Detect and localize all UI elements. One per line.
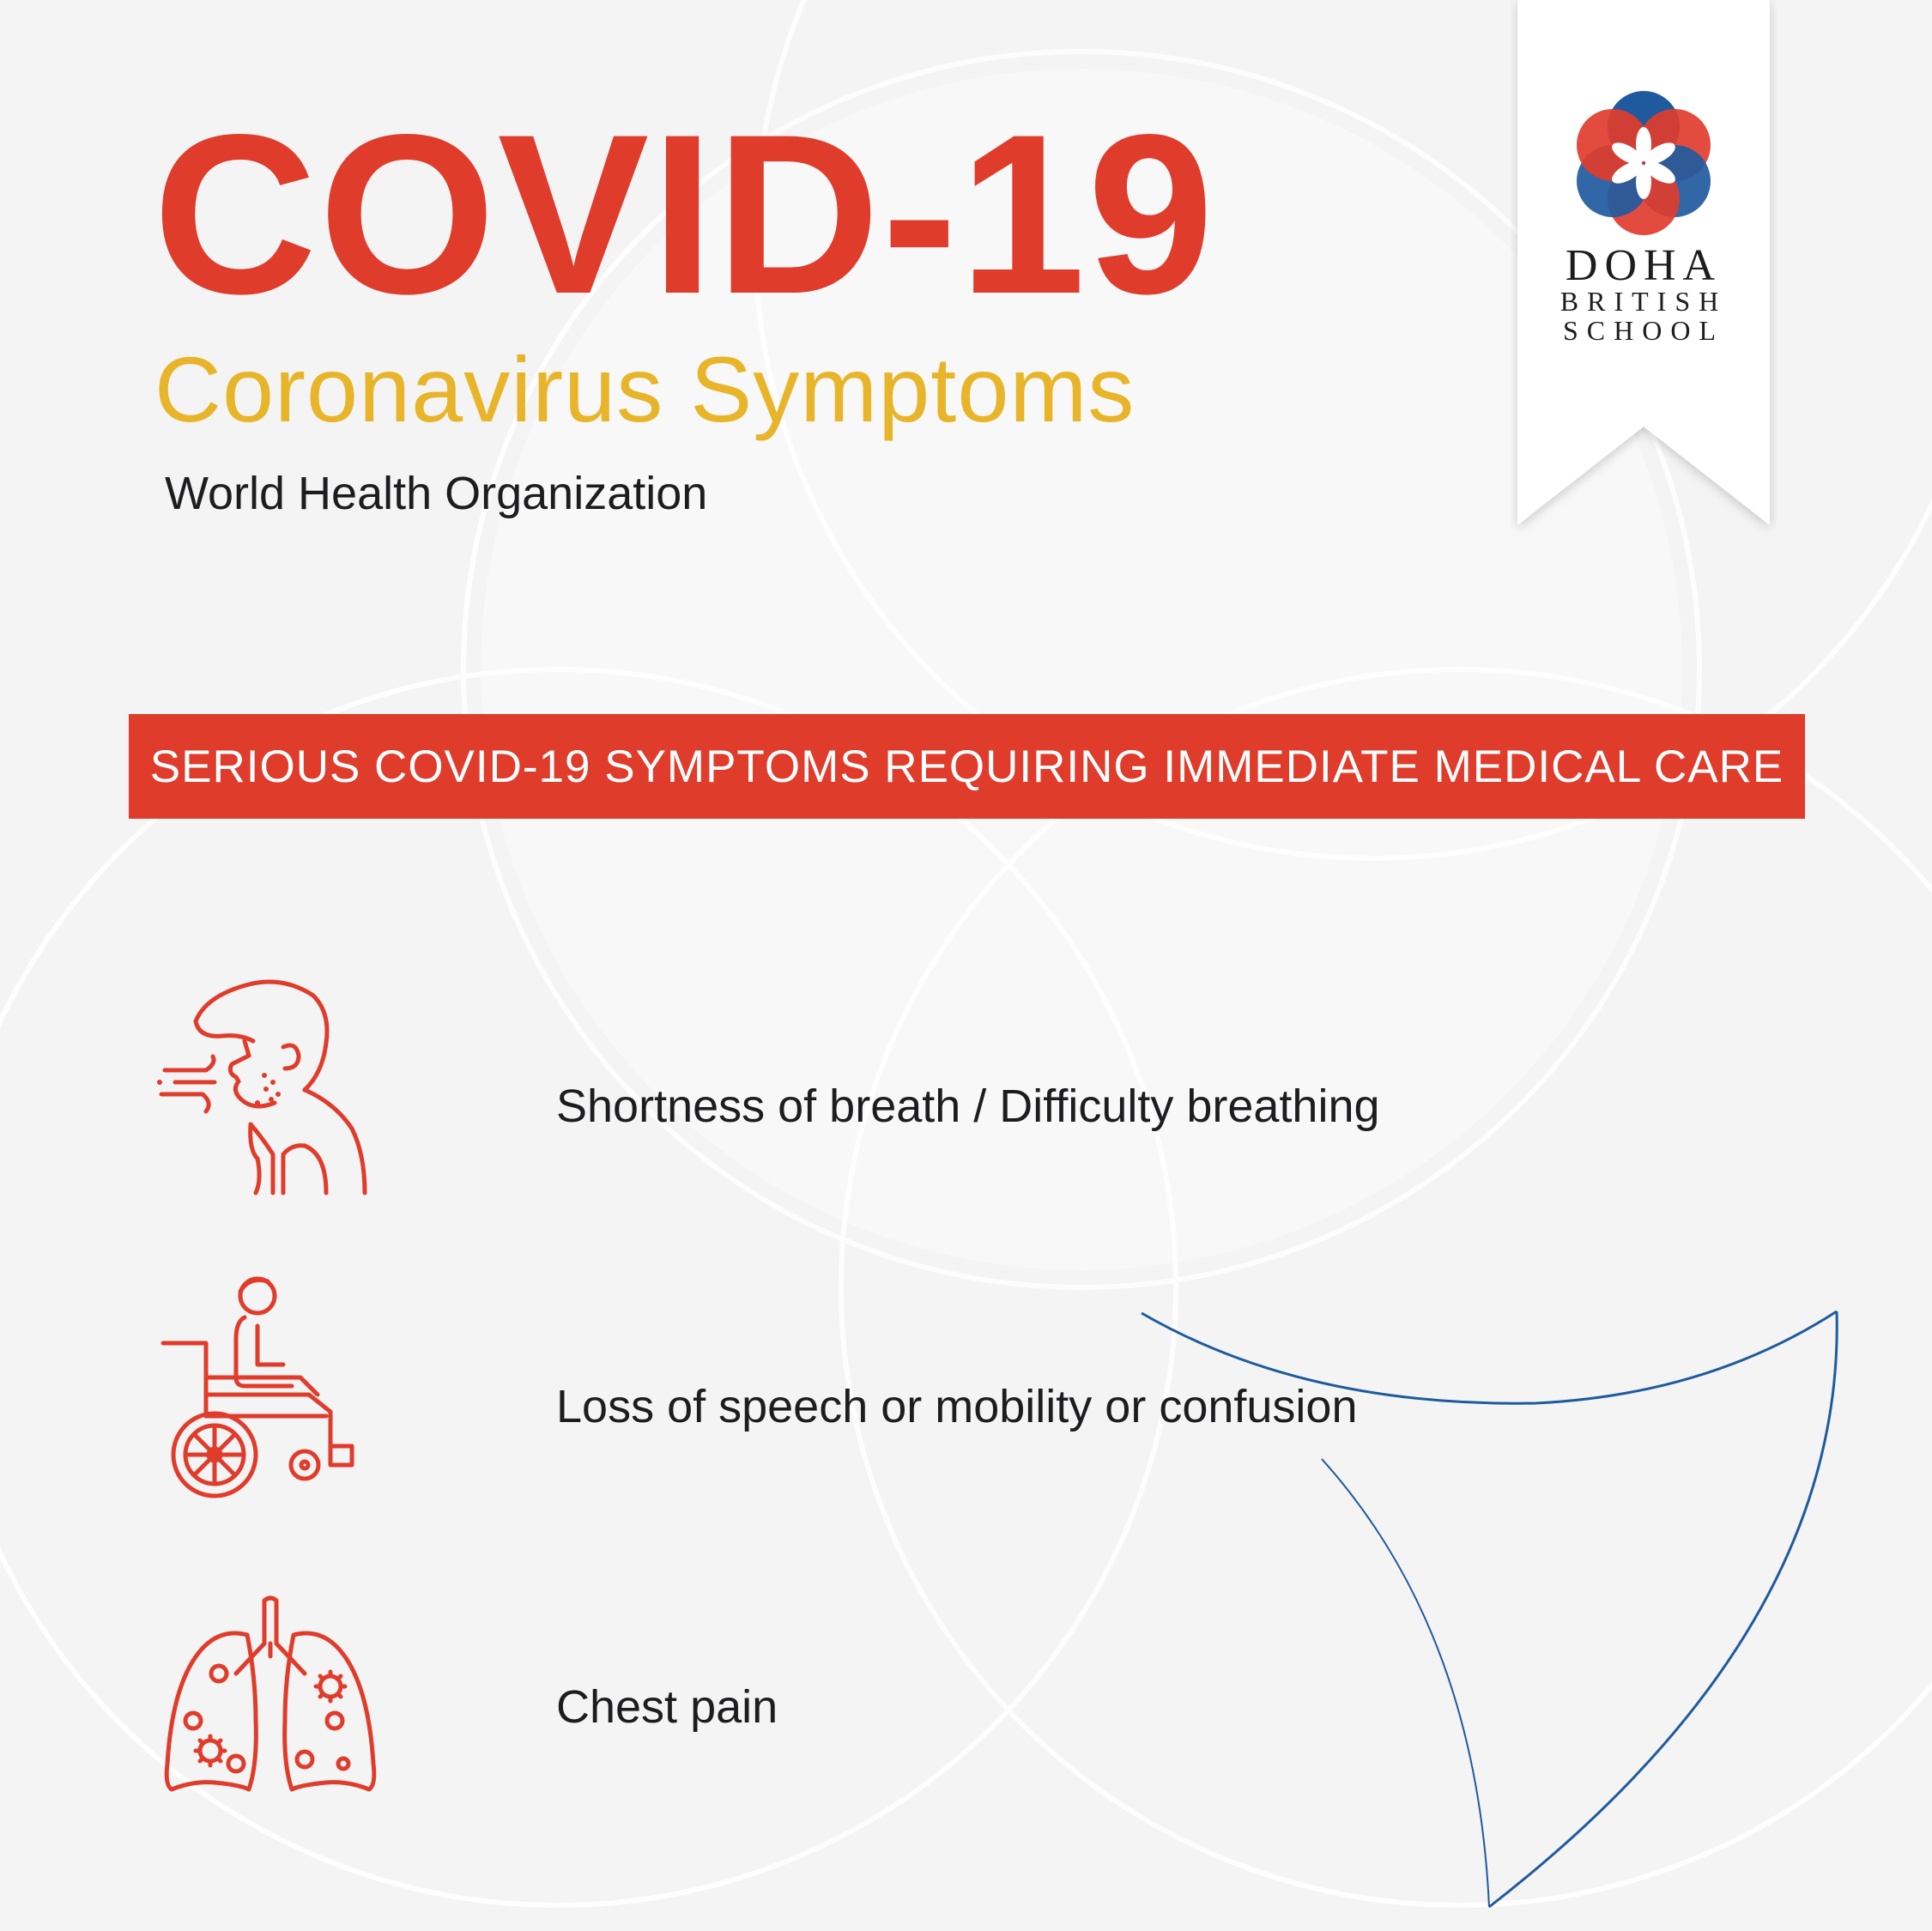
logo-line-3: SCHOOL bbox=[1562, 315, 1725, 346]
lungs-icon bbox=[154, 1592, 386, 1824]
source-credit: World Health Organization bbox=[165, 468, 708, 519]
warning-banner bbox=[129, 714, 1805, 819]
symptom-label-1: Shortness of breath / Difficulty breathing bbox=[556, 1081, 1380, 1132]
wheelchair-icon bbox=[154, 1274, 386, 1506]
logo-line-2: BRITISH bbox=[1560, 286, 1728, 317]
school-logo-ribbon bbox=[1511, 0, 1777, 541]
page-title: COVID-19 bbox=[153, 88, 1216, 342]
page-subtitle: Coronavirus Symptoms bbox=[154, 337, 1136, 441]
logo-line-1: DOHA bbox=[1565, 241, 1723, 290]
symptom-label-2: Loss of speech or mobility or confusion bbox=[556, 1381, 1358, 1432]
banner-text: SERIOUS COVID-19 SYMPTOMS REQUIRING IMMEDIATE MEDICAL CARE bbox=[149, 741, 1784, 792]
breathing-difficulty-icon bbox=[154, 974, 386, 1206]
symptom-label-3: Chest pain bbox=[556, 1681, 778, 1733]
